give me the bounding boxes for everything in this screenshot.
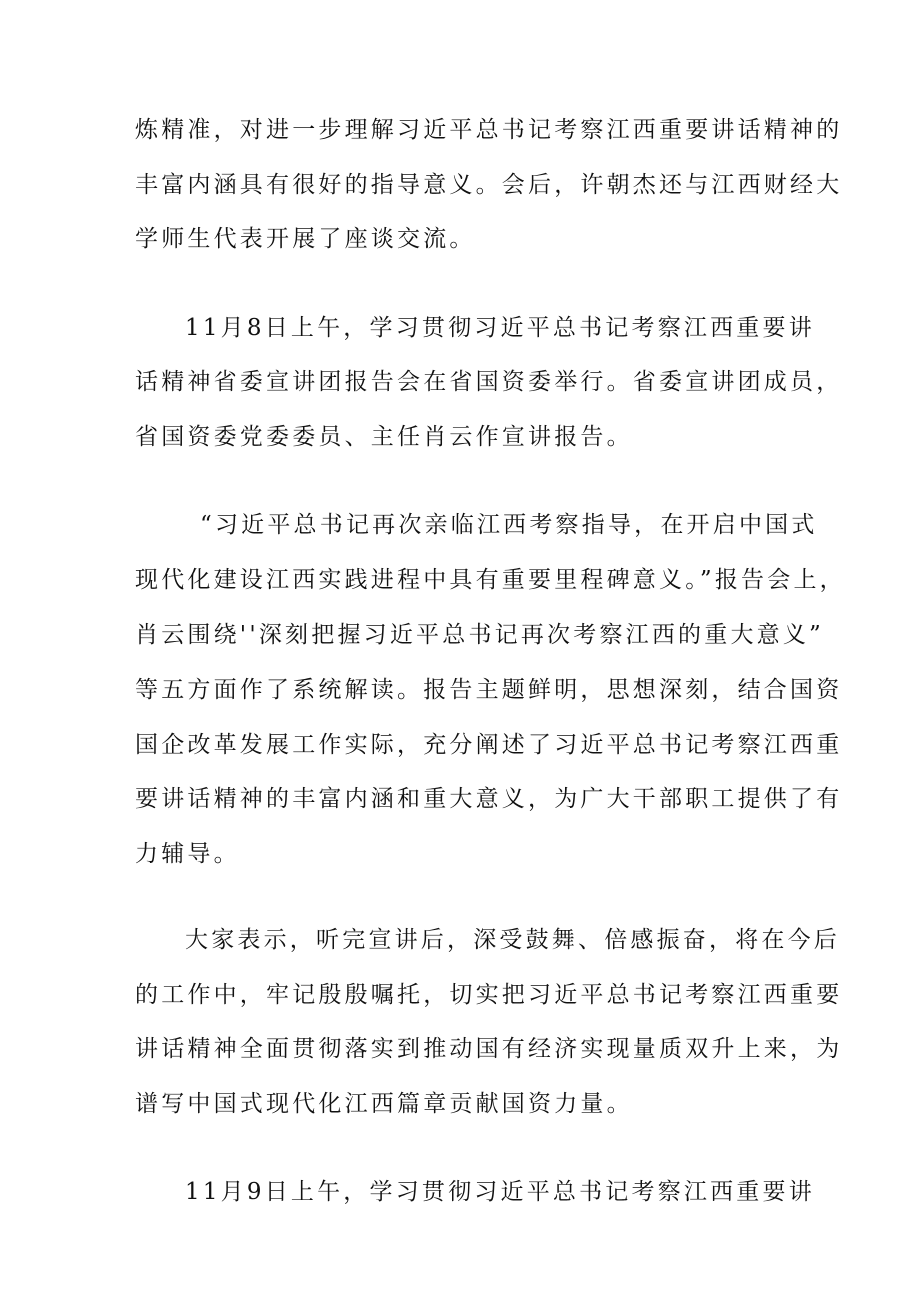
paragraph-line: 炼精准，对进一步理解习近平总书记考察江西重要讲话精神的 xyxy=(135,117,843,143)
paragraph-line: 等五方面作了系统解读。报告主题鲜明，思想深刻，结合国资 xyxy=(135,677,843,703)
paragraph-line: 丰富内涵具有很好的指导意义。会后，许朝杰还与江西财经大 xyxy=(135,172,843,198)
paragraph-line: 大家表示，听完宣讲后，深受鼓舞、倍感振奋，将在今后 xyxy=(185,927,840,953)
paragraph-line: 谱写中国式现代化江西篇章贡献国资力量。 xyxy=(135,1091,633,1117)
paragraph-line: 力辅导。 xyxy=(135,841,240,867)
paragraph-line: “习近平总书记再次亲临江西考察指导，在开启中国式 xyxy=(200,512,818,538)
paragraph-line: 的工作中，牢记殷殷嘱托，切实把习近平总书记考察江西重要 xyxy=(135,982,843,1008)
paragraph-line: 11月8日上午，学习贯彻习近平总书记考察江西重要讲 xyxy=(185,315,815,341)
paragraph-line: 国企改革发展工作实际，充分阐述了习近平总书记考察江西重 xyxy=(135,732,843,758)
paragraph-line: 讲话精神全面贯彻落实到推动国有经济实现量质双升上来，为 xyxy=(135,1036,843,1062)
paragraph-line: 现代化建设江西实践进程中具有重要里程碑意义。”报告会上， xyxy=(135,567,846,593)
paragraph-line: 话精神省委宣讲团报告会在省国资委举行。省委宣讲团成员， xyxy=(135,369,843,395)
paragraph-line: 要讲话精神的丰富内涵和重大意义，为广大干部职工提供了有 xyxy=(135,786,843,812)
paragraph-line: 学师生代表开展了座谈交流。 xyxy=(135,226,476,252)
paragraph-line: 11月9日上午，学习贯彻习近平总书记考察江西重要讲 xyxy=(185,1179,815,1205)
paragraph-line: 省国资委党委委员、主任肖云作宣讲报告。 xyxy=(135,424,633,450)
paragraph-line: 肖云围绕''深刻把握习近平总书记再次考察江西的重大意义” xyxy=(135,622,825,648)
